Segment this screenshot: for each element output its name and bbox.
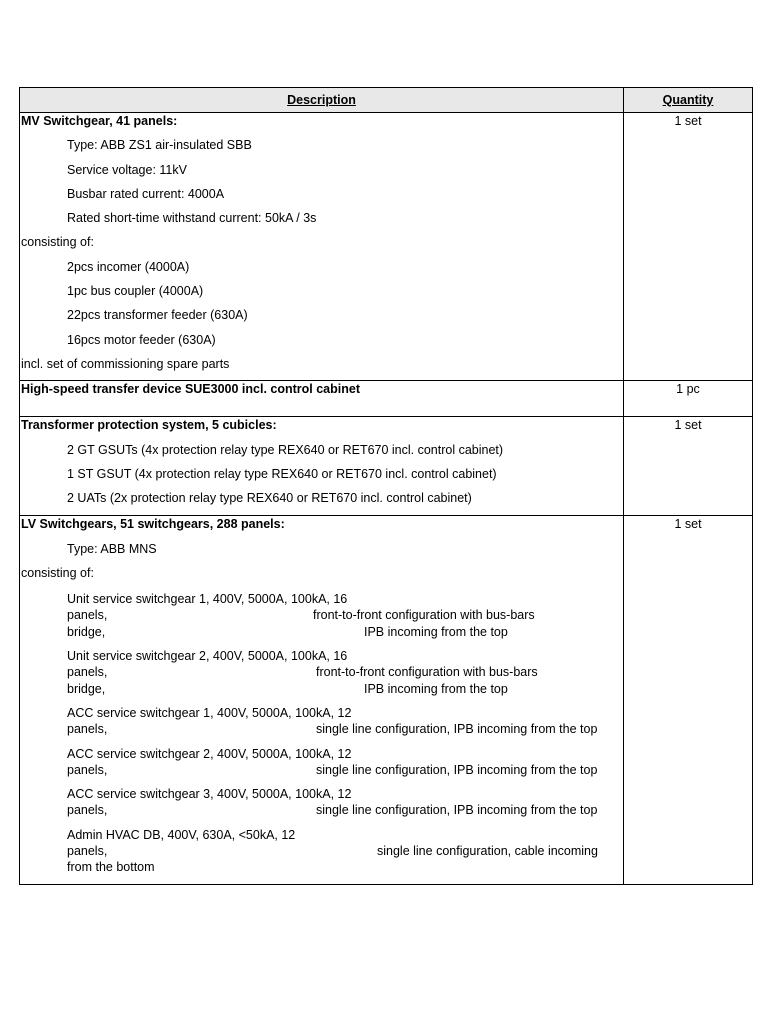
item-line: single line configuration, cable incoming (377, 844, 598, 859)
list-item: 1 ST GSUT (4x protection relay type REX640 or RET670 incl. control cabinet) (67, 466, 497, 481)
item-line: front-to-front configuration with bus-bars (313, 608, 535, 623)
quantity-header: Quantity (624, 88, 753, 113)
table-row-transformer-protection (20, 417, 753, 516)
lv-item-acc2 (20, 746, 623, 779)
tp-title: Transformer protection system, 5 cubicles: (21, 418, 277, 433)
table-row-high-speed-transfer (20, 381, 753, 417)
item-line: ACC service switchgear 2, 400V, 5000A, 100kA, 12 (67, 746, 352, 761)
item-line: panels, (67, 608, 108, 623)
table-row-lv-switchgears (20, 516, 753, 884)
item-line: front-to-front configuration with bus-bars (316, 665, 538, 680)
item-line: Unit service switchgear 1, 400V, 5000A, 100kA, 16 (67, 592, 348, 607)
description-cell (20, 417, 624, 516)
item-line: single line configuration, IPB incoming from the top (316, 722, 598, 737)
header-row (20, 88, 753, 113)
item-line: from the bottom (67, 860, 155, 875)
hs-qty: 1 pc (676, 382, 700, 397)
item-line: panels, (67, 803, 108, 818)
mv-voltage: Service voltage: 11kV (67, 162, 187, 177)
lv-type: Type: ABB MNS (67, 541, 157, 556)
item-line: ACC service switchgear 1, 400V, 5000A, 100kA, 12 (67, 705, 352, 720)
item-line: Admin HVAC DB, 400V, 630A, <50kA, 12 (67, 827, 296, 842)
description-header: Description (20, 88, 624, 113)
mv-qty: 1 set (674, 114, 702, 128)
lv-item-hvac (20, 827, 623, 876)
mv-type: Type: ABB ZS1 air-insulated SBB (67, 138, 252, 153)
mv-busbar: Busbar rated current: 4000A (67, 186, 225, 201)
item-line: panels, (67, 665, 108, 680)
list-item: 2 UATs (2x protection relay type REX640 or RET670 incl. control cabinet) (67, 491, 472, 506)
table-row-mv-switchgear (20, 113, 753, 381)
list-item: 2pcs incomer (4000A) (67, 259, 190, 274)
item-line: bridge, (67, 624, 106, 639)
list-item: 22pcs transformer feeder (630A) (67, 308, 248, 323)
lv-item-usg1 (20, 591, 623, 640)
item-line: Unit service switchgear 2, 400V, 5000A, 100kA, 16 (67, 649, 348, 664)
quantity-cell (624, 417, 753, 516)
item-line: panels, (67, 844, 108, 859)
quantity-cell (624, 516, 753, 884)
mv-consisting: consisting of: (21, 235, 94, 250)
item-line: IPB incoming from the top (364, 624, 508, 639)
lv-item-acc3 (20, 786, 623, 819)
tp-qty: 1 set (674, 418, 702, 433)
item-line: IPB incoming from the top (364, 681, 508, 696)
lv-title: LV Switchgears, 51 switchgears, 288 panels: (21, 517, 285, 532)
lv-consisting: consisting of: (21, 565, 94, 580)
mv-spares: incl. set of commissioning spare parts (21, 356, 230, 371)
lv-item-acc1 (20, 705, 623, 738)
lv-item-usg2 (20, 648, 623, 697)
description-cell (20, 381, 624, 417)
description-cell (20, 516, 624, 884)
list-item: 16pcs motor feeder (630A) (67, 332, 216, 347)
quantity-cell (624, 113, 753, 381)
lv-qty: 1 set (674, 517, 702, 532)
mv-shorttime: Rated short-time withstand current: 50kA / 3s (67, 211, 317, 226)
list-item: 1pc bus coupler (4000A) (67, 284, 204, 299)
item-line: ACC service switchgear 3, 400V, 5000A, 100kA, 12 (67, 787, 352, 802)
equipment-table (19, 87, 753, 885)
hs-title: High-speed transfer device SUE3000 incl. control cabinet (21, 382, 360, 397)
description-cell (20, 113, 624, 381)
quantity-cell (624, 381, 753, 417)
item-line: single line configuration, IPB incoming from the top (316, 803, 598, 818)
item-line: bridge, (67, 681, 106, 696)
item-line: panels, (67, 722, 108, 737)
item-line: panels, (67, 762, 108, 777)
mv-title: MV Switchgear, 41 panels: (21, 114, 178, 128)
list-item: 2 GT GSUTs (4x protection relay type REX640 or RET670 incl. control cabinet) (67, 442, 504, 457)
item-line: single line configuration, IPB incoming from the top (316, 762, 598, 777)
